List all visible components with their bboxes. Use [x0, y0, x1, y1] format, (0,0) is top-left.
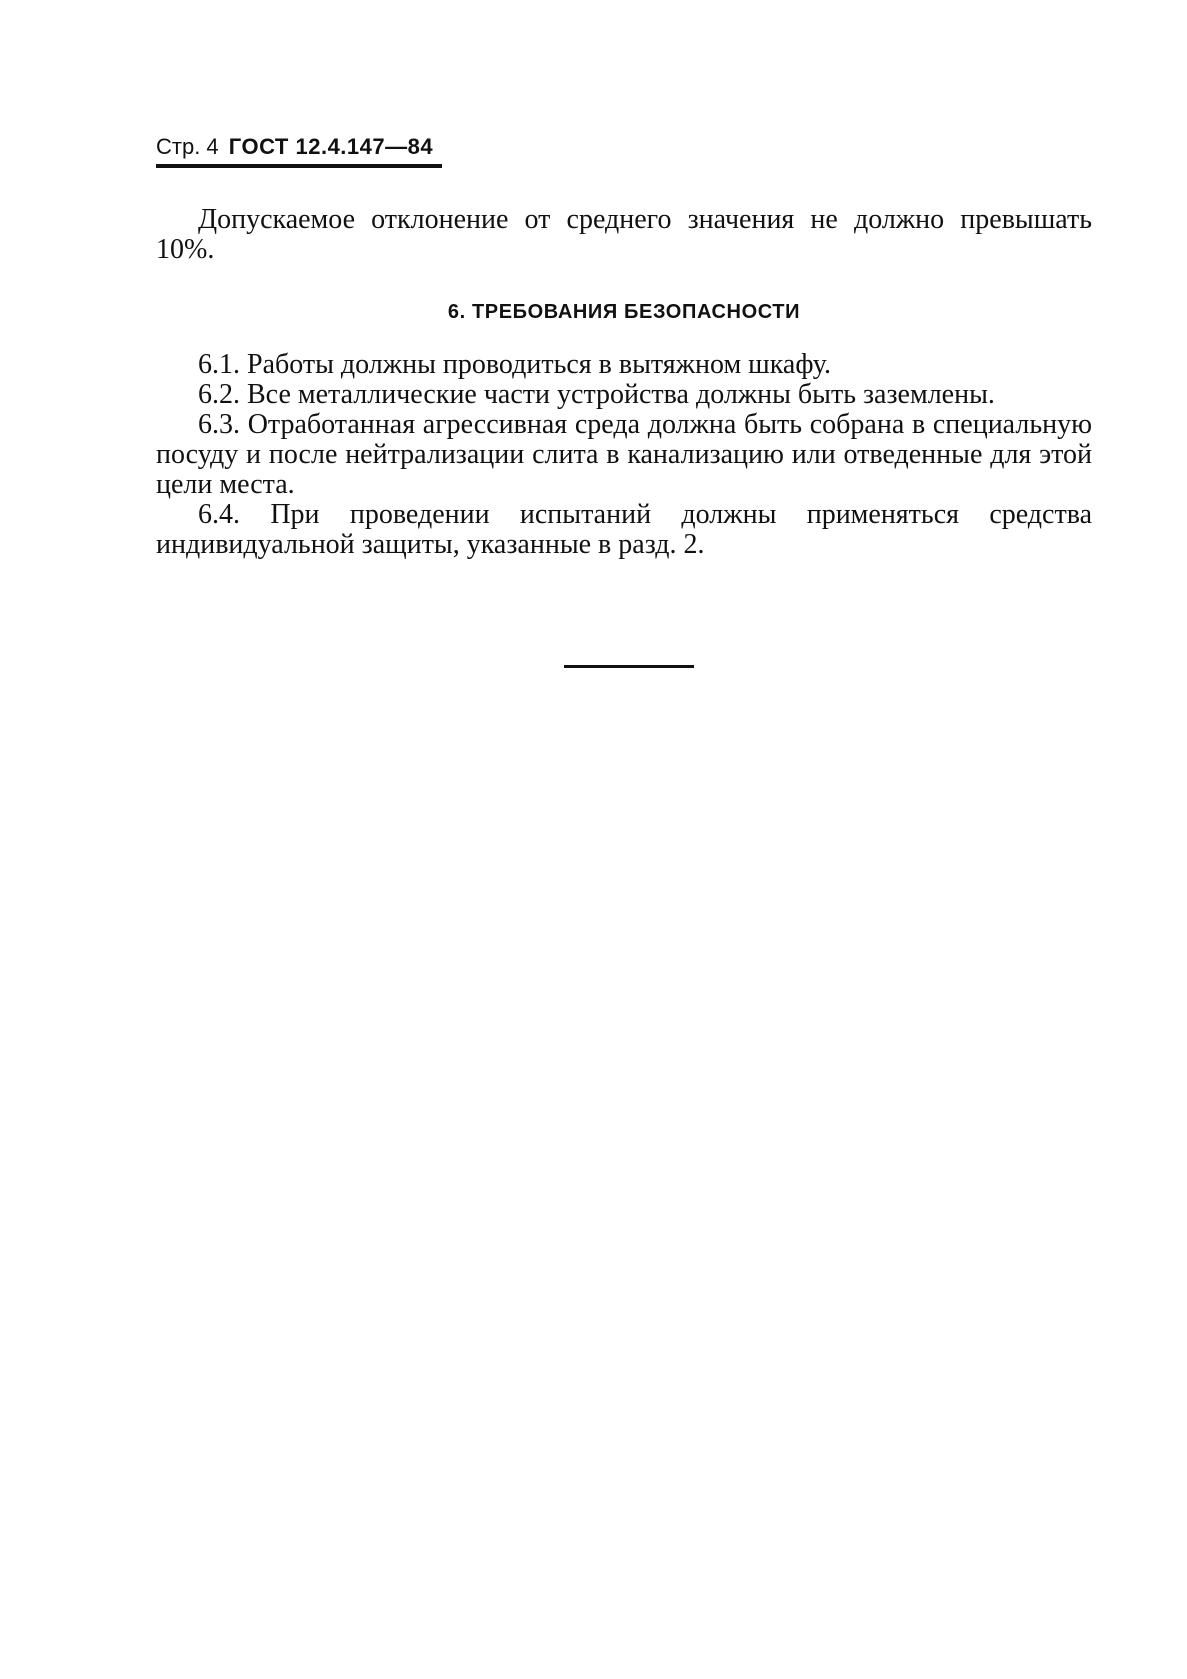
standard-designation: ГОСТ 12.4.147—84 — [228, 134, 434, 159]
section-body — [156, 350, 1092, 560]
section-title: 6. ТРЕБОВАНИЯ БЕЗОПАСНОСТИ — [447, 301, 801, 323]
page-number-label: Стр. 4 — [156, 134, 219, 159]
intro-block — [156, 205, 1092, 265]
intro-paragraph: Допускаемое отклонение от среднего значения не должно превышать 10%. — [156, 204, 1092, 265]
running-header — [156, 134, 433, 160]
clause-6-1: 6.1. Работы должны проводиться в вытяжном шкафу. — [198, 349, 831, 380]
clause-6-2: 6.2. Все металлические части устройства должны быть заземлены. — [198, 379, 995, 410]
clause-6-3: 6.3. Отработанная агрессивная среда должна быть собрана в специальную посуду и после нейтрализации слита в канализацию или отведенные для этой цели места. — [156, 409, 1092, 500]
end-of-text-rule — [564, 665, 694, 668]
clause-6-4: 6.4. При проведении испытаний должны применяться средства индивидуальной защиты, указанные в разд. 2. — [156, 499, 1092, 560]
header-underline — [156, 164, 442, 168]
